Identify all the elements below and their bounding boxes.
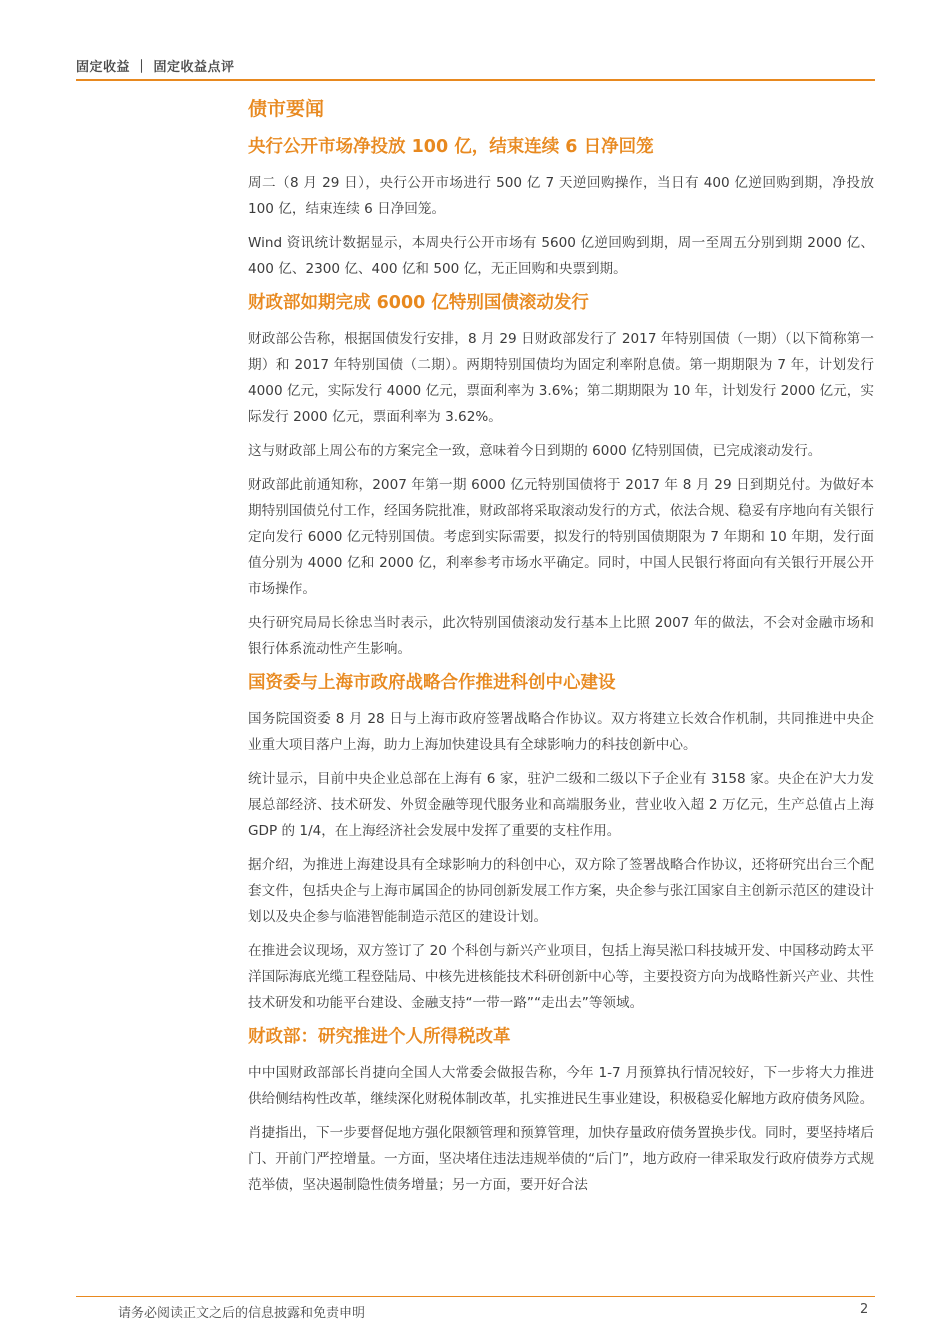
header-divider xyxy=(76,79,875,81)
article-2-paragraph-3: 财政部此前通知称，2007 年第一期 6000 亿元特别国债将于 2017 年 8 月 29 日到期兑付。为做好本期特别国债兑付工作，经国务院批准，财政部将采取滚动发行的方式，依法合规、稳妥有序地向有关银行定向发行 6000 亿元特别国债。考虑到实际需要，拟发行的特别国债期限为 7 年期和 10 年期，发行面值分别为 4000 亿和 2000 亿，利率参考市场水平确定。同时，中国人民银行将面向有关银行开展公开市场操作。 xyxy=(248,477,874,597)
article-3-heading: 国资委与上海市政府战略合作推进科创中心建设 xyxy=(248,673,616,693)
footer-divider xyxy=(76,1296,875,1297)
page-number: 2 xyxy=(860,1302,869,1317)
article-3-paragraph-2: 统计显示，目前中央企业总部在上海有 6 家，驻沪二级和二级以下子企业有 3158 家。央企在沪大力发展总部经济、技术研发、外贸金融等现代服务业和高端服务业，营业收入超 2 万亿元，生产总值占上海 GDP 的 1/4，在上海经济社会发展中发挥了重要的支柱作用。 xyxy=(248,771,874,839)
article-1-heading: 央行公开市场净投放 100 亿，结束连续 6 日净回笼 xyxy=(248,137,654,157)
article-4 xyxy=(248,1024,874,1198)
article-1-paragraph-2: Wind 资讯统计数据显示，本周央行公开市场有 5600 亿逆回购到期，周一至周五分别到期 2000 亿、400 亿、2300 亿、400 亿和 500 亿，无正回购和央票到期。 xyxy=(248,235,874,277)
article-3-paragraph-1: 国务院国资委 8 月 28 日与上海市政府签署战略合作协议。双方将建立长效合作机制，共同推进中央企业重大项目落户上海，助力上海加快建设具有全球影响力的科技创新中心。 xyxy=(248,711,874,753)
article-1 xyxy=(248,134,874,282)
article-2-paragraph-1: 财政部公告称，根据国债发行安排，8 月 29 日财政部发行了 2017 年特别国债（一期）（以下简称第一期）和 2017 年特别国债（二期）。两期特别国债均为固定利率附息债。第一期期限为 7 年，计划发行 4000 亿元，实际发行 4000 亿元，票面利率为 3.6%；第二期期限为 10 年，计划发行 2000 亿元，实际发行 2000 亿元，票面利率为 3.62%。 xyxy=(248,331,874,425)
article-3-paragraph-4: 在推进会议现场，双方签订了 20 个科创与新兴产业项目，包括上海吴淞口科技城开发、中国移动跨太平洋国际海底光缆工程登陆局、中核先进核能技术科研创新中心等，主要投资方向为战略性新兴产业、共性技术研发和功能平台建设、金融支持“一带一路”“走出去”等领域。 xyxy=(248,943,874,1011)
article-4-paragraph-2: 肖捷指出，下一步要督促地方强化限额管理和预算管理，加快存量政府债务置换步伐。同时，要坚持堵后门、开前门严控增量。一方面，坚决堵住违法违规举债的“后门”，地方政府一律采取发行政府债券方式规范举债，坚决遏制隐性债务增量；另一方面，要开好合法 xyxy=(248,1125,874,1193)
article-2 xyxy=(248,290,874,662)
article-4-paragraph-1: 中中国财政部部长肖捷向全国人大常委会做报告称，今年 1-7 月预算执行情况较好，下一步将大力推进供给侧结构性改革，继续深化财税体制改革，扎实推进民生事业建设，积极稳妥化解地方政府债务风险。 xyxy=(248,1065,874,1107)
article-3 xyxy=(248,670,874,1016)
article-2-paragraph-4: 央行研究局局长徐忠当时表示，此次特别国债滚动发行基本上比照 2007 年的做法，不会对金融市场和银行体系流动性产生影响。 xyxy=(248,615,874,657)
article-4-heading: 财政部：研究推进个人所得税改革 xyxy=(248,1027,511,1047)
article-2-heading: 财政部如期完成 6000 亿特别国债滚动发行 xyxy=(248,293,589,313)
article-1-paragraph-1: 周二（8 月 29 日），央行公开市场进行 500 亿 7 天逆回购操作，当日有 400 亿逆回购到期，净投放 100 亿，结束连续 6 日净回笼。 xyxy=(248,175,874,217)
page-header: 固定收益 ｜ 固定收益点评 xyxy=(76,60,235,75)
footer-disclaimer: 请务必阅读正文之后的信息披露和免责申明 xyxy=(118,1306,366,1321)
article-2-paragraph-2: 这与财政部上周公布的方案完全一致，意味着今日到期的 6000 亿特别国债，已完成滚动发行。 xyxy=(248,443,822,459)
article-3-paragraph-3: 据介绍，为推进上海建设具有全球影响力的科创中心，双方除了签署战略合作协议，还将研究出台三个配套文件，包括央企与上海市属国企的协同创新发展工作方案，央企参与张江国家自主创新示范区的建设计划以及央企参与临港智能制造示范区的建设计划。 xyxy=(248,857,874,925)
main-content xyxy=(248,88,874,1206)
section-title: 债市要闻 xyxy=(248,98,325,120)
